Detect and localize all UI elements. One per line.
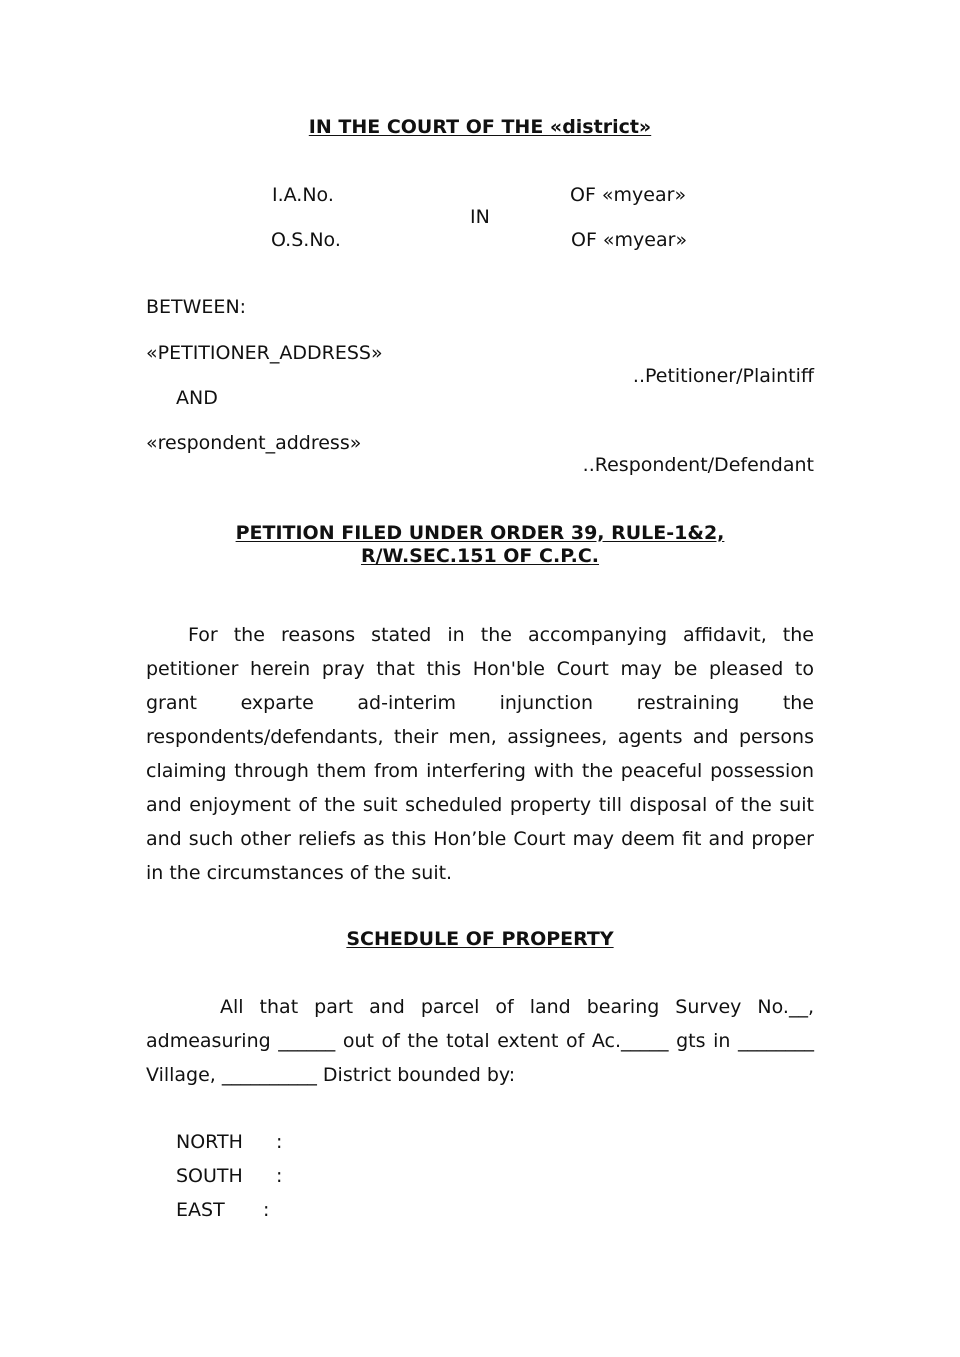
boundary-south [176,1165,282,1187]
boundary-separator: : [263,1199,270,1221]
prayer-paragraph [146,618,814,890]
and-label: AND [176,387,218,409]
boundary-separator: : [276,1165,283,1187]
petitioner-role: ..Petitioner/Plaintiff [632,365,814,387]
in-label: IN [470,206,490,228]
ia-number-label: I.A.No. [272,184,334,206]
schedule-text: All that part and parcel of land bearing Survey No.__, admeasuring ______ out of the total extent of Ac._____ gts in ________ Village, __________ District bounded by: [146,996,814,1086]
boundary-label: EAST [176,1199,225,1221]
petitioner-address: «PETITIONER_ADDRESS» [146,342,383,364]
boundary-label: NORTH [176,1131,243,1153]
prayer-text: For the reasons stated in the accompanying affidavit, the petitioner herein pray that this Hon'ble Court may be pleased to grant exparte ad-interim injunction restraining the respondents/defendants, their men, assignees, agents and persons claiming through them from interfering with the peaceful possession and enjoyment of the suit scheduled property till disposal of the suit and such other reliefs as this Hon’ble Court may deem fit and proper in the circumstances of the suit. [146,624,814,884]
schedule-heading: SCHEDULE OF PROPERTY [346,928,614,950]
petition-heading-line2: R/W.SEC.151 OF C.P.C. [360,545,600,567]
boundary-label: SOUTH [176,1165,243,1187]
os-number-label: O.S.No. [271,229,341,251]
petition-heading-line1: PETITION FILED UNDER ORDER 39, RULE-1&2, [235,522,725,544]
boundary-north [176,1131,282,1153]
respondent-address: «respondent_address» [146,432,362,454]
schedule-paragraph [146,990,814,1092]
respondent-role: ..Respondent/Defendant [582,454,814,476]
court-heading: IN THE COURT OF THE «district» [308,116,652,138]
ia-year: OF «myear» [570,184,687,206]
boundary-east [176,1199,269,1221]
between-label: BETWEEN: [146,296,247,318]
os-year: OF «myear» [571,229,688,251]
boundary-separator: : [276,1131,283,1153]
